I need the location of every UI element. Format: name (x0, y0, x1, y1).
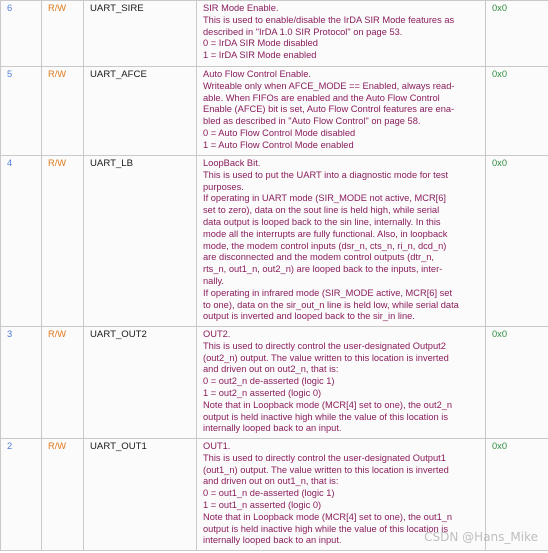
bit-index-cell: 3 (1, 327, 42, 439)
description-line: This is used to directly control the user-designated Output1 (203, 452, 446, 463)
field-name-cell: UART_OUT2 (84, 327, 197, 439)
description-cell (197, 439, 486, 551)
description-line: and driven out on out2_n, that is: (203, 364, 339, 375)
field-name-cell: UART_SIRE (84, 1, 197, 67)
bit-index-cell: 6 (1, 1, 42, 67)
description-cell (197, 1, 486, 67)
description-line: 0 = out2_n de-asserted (logic 1) (203, 376, 335, 387)
description-line: described in "IrDA 1.0 SIR Protocol" on page 53. (203, 26, 403, 37)
description-line: If operating in UART mode (SIR_MODE not active, MCR[6] (203, 193, 447, 204)
reset-value-cell: 0x0 (486, 439, 548, 551)
description-line: Auto Flow Control Enable. (203, 69, 312, 79)
description-line: 1 = IrDA SIR Mode enabled (203, 50, 317, 61)
description-line: set to zero), data on the sout line is held high, while serial (203, 205, 440, 216)
table-row (1, 327, 548, 439)
description-line: OUT1. (203, 441, 231, 451)
description-line: If operating in infrared mode (SIR_MODE active, MCR[6] set (203, 287, 453, 298)
description-line: internally looped back to an input. (203, 535, 342, 546)
description-cell (197, 156, 486, 327)
bit-index-cell: 4 (1, 156, 42, 327)
description-line: 1 = Auto Flow Control Mode enabled (203, 139, 354, 150)
description-line: This is used to enable/disable the IrDA SIR Mode features as (203, 14, 455, 25)
description-line: Note that in Loopback mode (MCR[4] set to one), the out2_n (203, 399, 453, 410)
description-cell (197, 67, 486, 156)
field-name-cell: UART_LB (84, 156, 197, 327)
description-line: This is used to put the UART into a diagnostic mode for test (203, 169, 449, 180)
reset-value-cell: 0x0 (486, 327, 548, 439)
description-line: SIR Mode Enable. (203, 3, 279, 13)
description-line: to one), data on the sir_out_n line is held low, while serial data (203, 299, 459, 310)
field-name-cell: UART_AFCE (84, 67, 197, 156)
description-line: 0 = IrDA SIR Mode disabled (203, 38, 318, 49)
reset-value-cell: 0x0 (486, 1, 548, 67)
description-line: data output is looped back to the sin line, internally. In this (203, 216, 441, 227)
description-line: output is inverted and looped back to the sir_in line. (203, 311, 415, 322)
description-line: able. When FIFOs are enabled and the Auto Flow Control (203, 92, 440, 103)
description-line: are disconnected and the modem control outputs (dtr_n, (203, 252, 435, 263)
description-line: output is held inactive high while the value of this location is (203, 411, 448, 422)
bit-index-cell: 2 (1, 439, 42, 551)
description-line: rts_n, out1_n, out2_n) are looped back to the inputs, inter- (203, 264, 443, 275)
description-line: output is held inactive high while the value of this location is (203, 523, 448, 534)
description-line: Writeable only when AFCE_MODE == Enabled, always read- (203, 80, 455, 91)
description-line: Note that in Loopback mode (MCR[4] set to one), the out1_n (203, 511, 453, 522)
description-line: bled as described in "Auto Flow Control" on page 58. (203, 116, 421, 127)
watermark: CSDN @Hans_Mike (424, 530, 538, 544)
description-line: LoopBack Bit. (203, 158, 261, 168)
description-line: mode all the interrupts are fully functional. Also, in loopback (203, 228, 448, 239)
reset-value-cell: 0x0 (486, 156, 548, 327)
description-line: purposes. (203, 181, 244, 192)
table-row (1, 1, 548, 67)
table-row (1, 67, 548, 156)
description-line: This is used to directly control the user-designated Output2 (203, 340, 446, 351)
description-line: internally looped back to an input. (203, 423, 342, 434)
description-line: and driven out on out1_n, that is: (203, 476, 339, 487)
description-line: Enable (AFCE) bit is set, Auto Flow Control features are ena- (203, 104, 455, 115)
access-type-cell: R/W (42, 327, 84, 439)
description-line: mode, the modem control inputs (dsr_n, cts_n, ri_n, dcd_n) (203, 240, 447, 251)
field-name-cell: UART_OUT1 (84, 439, 197, 551)
access-type-cell: R/W (42, 156, 84, 327)
description-line: 1 = out1_n asserted (logic 0) (203, 499, 322, 510)
description-line: 0 = Auto Flow Control Mode disabled (203, 127, 356, 138)
description-line: nally. (203, 275, 225, 286)
description-line: OUT2. (203, 329, 231, 339)
access-type-cell: R/W (42, 67, 84, 156)
bit-index-cell: 5 (1, 67, 42, 156)
description-line: (out1_n) output. The value written to this location is inverted (203, 464, 449, 475)
reset-value-cell: 0x0 (486, 67, 548, 156)
table-row (1, 156, 548, 327)
description-line: 1 = out2_n asserted (logic 0) (203, 387, 322, 398)
table-row (1, 439, 548, 551)
access-type-cell: R/W (42, 439, 84, 551)
description-line: (out2_n) output. The value written to this location is inverted (203, 352, 449, 363)
description-line: 0 = out1_n de-asserted (logic 1) (203, 488, 335, 499)
description-cell (197, 327, 486, 439)
access-type-cell: R/W (42, 1, 84, 67)
